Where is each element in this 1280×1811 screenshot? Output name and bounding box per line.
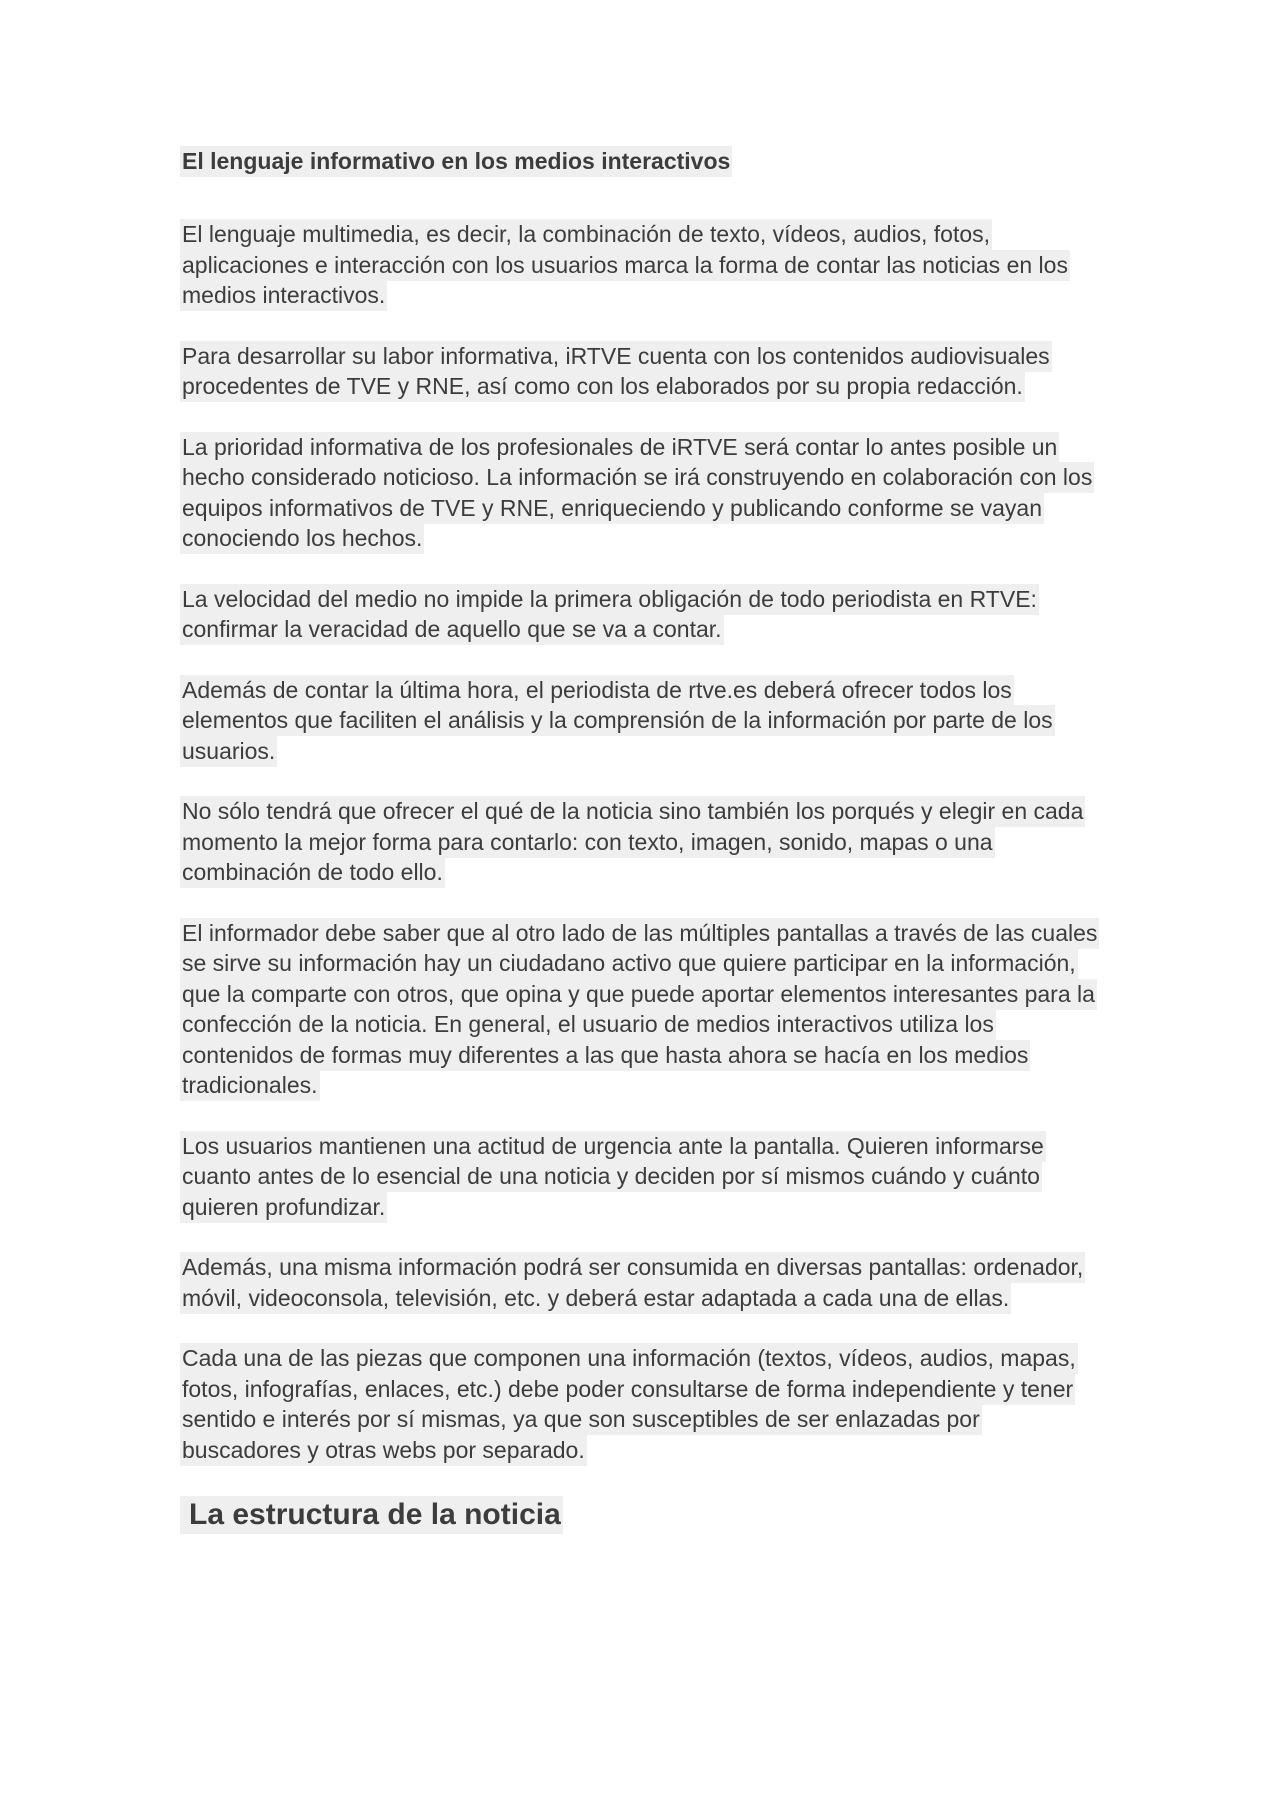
- document-title: [182, 145, 1102, 177]
- paragraph-piezas: [182, 1343, 1102, 1465]
- paragraph-text: Los usuarios mantienen una actitud de urgencia ante la pantalla. Quieren informarse cuanto antes de lo esencial de una noticia y deciden por sí mismos cuándo y cuánto quieren profundizar.: [180, 1131, 1046, 1223]
- paragraph-informador: [182, 918, 1102, 1101]
- paragraph-text: Cada una de las piezas que componen una información (textos, vídeos, audios, mapas, fotos, infografías, enlaces, etc.) debe poder consultarse de forma independiente y tener sentido e interés por sí mismas, ya que son susceptibles de ser enlazadas por buscadores y otras webs por separado.: [180, 1343, 1078, 1466]
- paragraph-text: No sólo tendrá que ofrecer el qué de la noticia sino también los porqués y elegir en cada momento la mejor forma para contarlo: con texto, imagen, sonido, mapas o una combinación de todo ello.: [180, 796, 1085, 888]
- paragraph-multimedia: [182, 219, 1102, 311]
- paragraph-velocidad: [182, 584, 1102, 645]
- paragraph-text: Para desarrollar su labor informativa, iRTVE cuenta con los contenidos audiovisuales procedentes de TVE y RNE, así como con los elaborados por su propia redacción.: [180, 341, 1052, 403]
- document-body: [182, 145, 1102, 1535]
- paragraph-porques: [182, 796, 1102, 888]
- paragraph-text: Además, una misma información podrá ser consumida en diversas pantallas: ordenador, móvil, videoconsola, televisión, etc. y deberá estar adaptada a cada una de ellas.: [180, 1252, 1085, 1314]
- paragraph-text: El lenguaje multimedia, es decir, la combinación de texto, vídeos, audios, fotos, aplicaciones e interacción con los usuarios marca la forma de contar las noticias en los medios interactivos.: [180, 219, 1070, 311]
- section-heading: [182, 1495, 1102, 1535]
- document-title-text: El lenguaje informativo en los medios interactivos: [180, 146, 732, 177]
- paragraph-text: El informador debe saber que al otro lado de las múltiples pantallas a través de las cuales se sirve su información hay un ciudadano activo que quiere participar en la información, que la comparte con otros, que opina y que puede aportar elementos interesantes para la confección de la noticia. En general, el usuario de medios interactivos utiliza los contenidos de formas muy diferentes a las que hasta ahora se hacía en los medios tradicionales.: [180, 918, 1099, 1102]
- paragraph-pantallas: [182, 1252, 1102, 1313]
- paragraph-ultima-hora: [182, 675, 1102, 767]
- paragraph-labor-informativa: [182, 341, 1102, 402]
- paragraph-text: La prioridad informativa de los profesionales de iRTVE será contar lo antes posible un hecho considerado noticioso. La información se irá construyendo en colaboración con los equipos informativos de TVE y RNE, enriqueciendo y publicando conforme se vayan conociendo los hechos.: [180, 432, 1094, 555]
- section-heading-text: La estructura de la noticia: [180, 1496, 563, 1534]
- paragraph-urgencia: [182, 1131, 1102, 1223]
- paragraph-text: Además de contar la última hora, el periodista de rtve.es deberá ofrecer todos los elementos que faciliten el análisis y la comprensión de la información por parte de los usuarios.: [180, 675, 1055, 767]
- paragraph-text: La velocidad del medio no impide la primera obligación de todo periodista en RTVE: confirmar la veracidad de aquello que se va a contar.: [180, 584, 1039, 646]
- paragraph-prioridad: [182, 432, 1102, 554]
